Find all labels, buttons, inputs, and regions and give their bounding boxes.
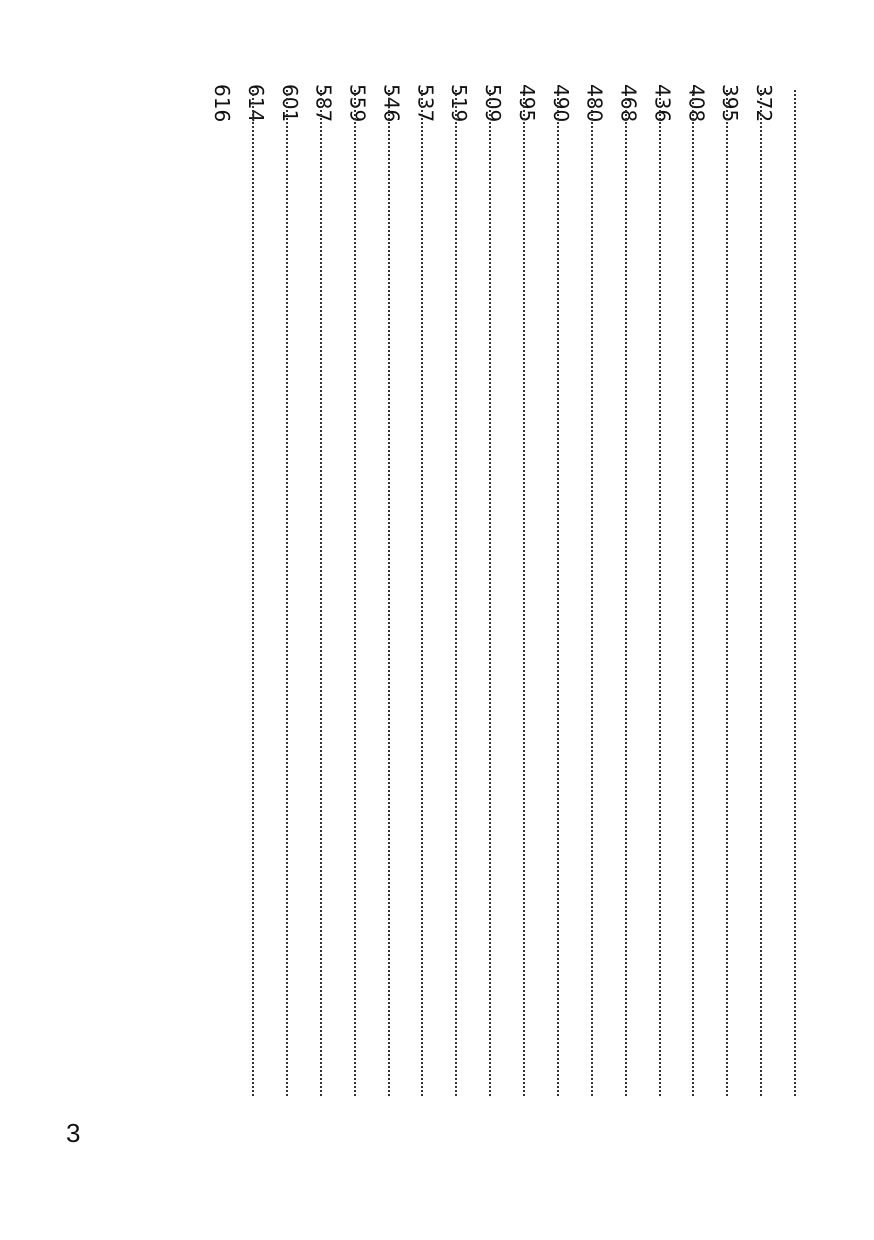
dot-leader	[421, 90, 423, 1096]
toc-entry	[718, 84, 776, 1104]
toc-entry-line	[650, 84, 708, 1104]
dot-leader	[760, 90, 762, 1096]
dot-leader	[286, 90, 288, 1096]
dot-leader	[354, 90, 356, 1096]
toc-entry-line	[481, 84, 539, 1104]
toc-entry	[514, 84, 573, 1104]
dot-leader	[557, 90, 559, 1096]
toc-entry-line	[379, 84, 437, 1104]
dot-leader	[523, 90, 525, 1096]
dot-leader	[388, 90, 390, 1096]
toc-entry-page: 537	[413, 84, 438, 123]
toc-entry	[379, 84, 437, 1104]
toc-entry-line	[548, 84, 607, 1104]
toc-entry-line	[413, 84, 471, 1104]
toc-entry	[210, 84, 268, 1104]
toc-entry	[650, 84, 708, 1104]
toc-entry-line	[684, 84, 742, 1104]
toc-entry-line	[447, 84, 505, 1104]
toc-entry-line	[210, 84, 268, 1104]
dot-leader	[794, 90, 796, 1096]
toc-entry-page: 495	[514, 84, 539, 123]
toc-entry-page: 601	[277, 84, 302, 123]
toc-entry-page: 490	[548, 84, 573, 123]
toc-entry	[684, 84, 742, 1104]
toc-entry	[548, 84, 607, 1104]
toc-entry-page: 468	[616, 84, 641, 123]
table-of-contents	[210, 84, 810, 1104]
toc-entry-page: 436	[650, 84, 675, 123]
toc-entry	[616, 84, 675, 1104]
toc-entry-line	[345, 84, 404, 1104]
toc-entry-page: 546	[379, 84, 404, 123]
toc-entry-page: 614	[243, 84, 268, 123]
toc-entry	[243, 84, 302, 1104]
toc-entry-line	[718, 84, 776, 1104]
page-number: 3	[66, 1118, 81, 1148]
toc-entry-page: 395	[718, 84, 743, 123]
dot-leader	[320, 90, 322, 1096]
toc-entry-line	[616, 84, 675, 1104]
toc-entry-page: 408	[684, 84, 709, 123]
dot-leader	[252, 90, 254, 1096]
toc-entry	[447, 84, 505, 1104]
toc-entry-line	[243, 84, 302, 1104]
toc-entry	[582, 84, 641, 1104]
toc-entry-line	[514, 84, 573, 1104]
toc-entry-page: 509	[481, 84, 505, 123]
toc-entry-page: 372	[752, 84, 776, 123]
toc-entry-line	[582, 84, 641, 1104]
dot-leader	[726, 90, 728, 1096]
toc-entry	[345, 84, 404, 1104]
toc-entry-page: 519	[447, 84, 472, 123]
toc-entry-page: 480	[582, 84, 607, 123]
dot-leader	[659, 90, 661, 1096]
dot-leader	[692, 90, 694, 1096]
toc-entry-line	[311, 84, 370, 1104]
toc-entry	[413, 84, 471, 1104]
toc-entry	[752, 84, 810, 1104]
toc-entry	[277, 84, 336, 1104]
toc-entry-page: 616	[210, 84, 234, 123]
dot-leader	[455, 90, 457, 1096]
toc-entry-page: 559	[345, 84, 370, 123]
toc-entry	[481, 84, 539, 1104]
dot-leader	[489, 90, 491, 1096]
toc-entry-line	[752, 84, 810, 1104]
dot-leader	[591, 90, 593, 1096]
toc-entry-page: 587	[311, 84, 336, 123]
dot-leader	[625, 90, 627, 1096]
toc-entry	[311, 84, 370, 1104]
toc-entry-line	[277, 84, 336, 1104]
